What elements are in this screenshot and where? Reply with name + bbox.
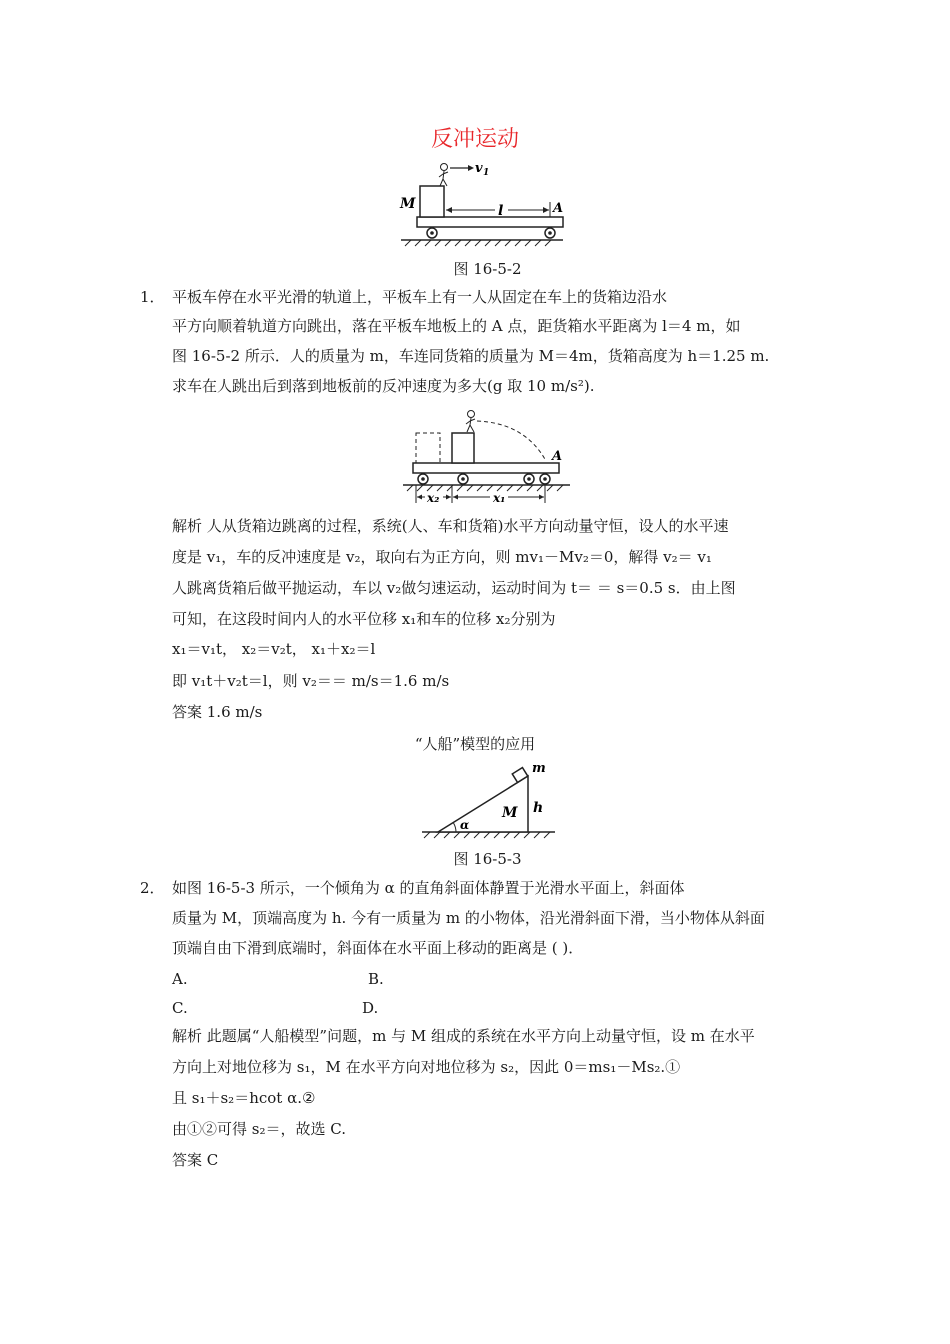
solution-line: 方向上对地位移为 s₁，M 在水平方向对地位移为 s₂，因此 0＝ms₁－Ms₂.①	[172, 1058, 681, 1076]
solution-line: 度是 v₁，车的反冲速度是 v₂，取向右为正方向，则 mv₁－Mv₂＝0，解得 v₂＝ v₁	[172, 548, 712, 566]
solution-line: 由①②可得 s₂＝，故选 C.	[172, 1120, 346, 1138]
figure-caption-16-5-3: 图 16-5-3	[453, 850, 522, 868]
answer-line: 答案 C	[172, 1151, 219, 1169]
svg-text:1: 1	[483, 168, 490, 178]
question-line: 顶端自由下滑到底端时，斜面体在水平面上移动的距离是 ( )．	[172, 939, 584, 957]
solution-line: 即 v₁t＋v₂t＝l，则 v₂＝＝ m/s＝1.6 m/s	[172, 672, 450, 690]
option-d: D.	[362, 999, 379, 1017]
question-line: 求车在人跳出后到落到地板前的反冲速度为多大(g 取 10 m/s²).	[172, 377, 595, 395]
solution-line: 解析 人从货箱边跳离的过程，系统(人、车和货箱)水平方向动量守恒，设人的水平速	[172, 517, 729, 535]
option-b: B.	[368, 970, 384, 988]
section-heading: “人船”模型的应用	[414, 735, 536, 753]
option-a: A.	[172, 970, 188, 988]
question-line: 平板车停在水平光滑的轨道上，平板车上有一人从固定在车上的货箱边沿水	[172, 288, 668, 306]
svg-text:A: A	[552, 449, 563, 464]
figure-cart-jump	[395, 155, 570, 247]
solution-line: x₁＝v₁t， x₂＝v₂t， x₁＋x₂＝l	[172, 640, 376, 658]
figure-cart-recoil	[395, 405, 580, 507]
page-title: 反冲运动	[430, 127, 519, 152]
svg-text:M: M	[400, 196, 416, 212]
svg-text:A: A	[553, 201, 564, 216]
option-c: C.	[172, 999, 188, 1017]
svg-text:α: α	[460, 818, 470, 832]
solution-line: 人跳离货箱后做平抛运动，车以 v₂做匀速运动，运动时间为 t＝ ＝ s＝0.5 s．由上图	[172, 579, 736, 597]
solution-line: 可知，在这段时间内人的水平位移 x₁和车的位移 x₂分别为	[172, 610, 556, 628]
question-line: 如图 16-5-3 所示，一个倾角为 α 的直角斜面体静置于光滑水平面上，斜面体	[172, 879, 685, 897]
svg-text:M: M	[502, 805, 518, 821]
solution-line: 解析 此题属“人船模型”问题，m 与 M 组成的系统在水平方向上动量守恒，设 m 在水平	[172, 1027, 755, 1045]
question-line: 图 16-5-2 所示．人的质量为 m，车连同货箱的质量为 M＝4m，货箱高度为 h＝1.25 m.	[172, 347, 770, 365]
question-line: 平方向顺着轨道方向跳出，落在平板车地板上的 A 点，距货箱水平距离为 l＝4 m，如	[172, 317, 741, 335]
svg-text:v: v	[475, 161, 483, 176]
svg-text:x₁: x₁	[493, 491, 506, 505]
answer-line: 答案 1.6 m/s	[172, 703, 263, 721]
svg-text:l: l	[498, 203, 504, 219]
question-number: 1．	[140, 288, 165, 306]
svg-text:h: h	[533, 800, 544, 816]
question-line: 质量为 M，顶端高度为 h. 今有一质量为 m 的小物体，沿光滑斜面下滑，当小物体从斜面	[172, 909, 765, 927]
svg-text:x₂: x₂	[427, 491, 440, 505]
svg-text:m: m	[532, 761, 546, 776]
figure-caption-16-5-2: 图 16-5-2	[453, 260, 522, 278]
solution-line: 且 s₁＋s₂＝hcot α.②	[172, 1089, 316, 1107]
figure-incline	[420, 760, 560, 840]
question-number: 2．	[140, 879, 165, 897]
